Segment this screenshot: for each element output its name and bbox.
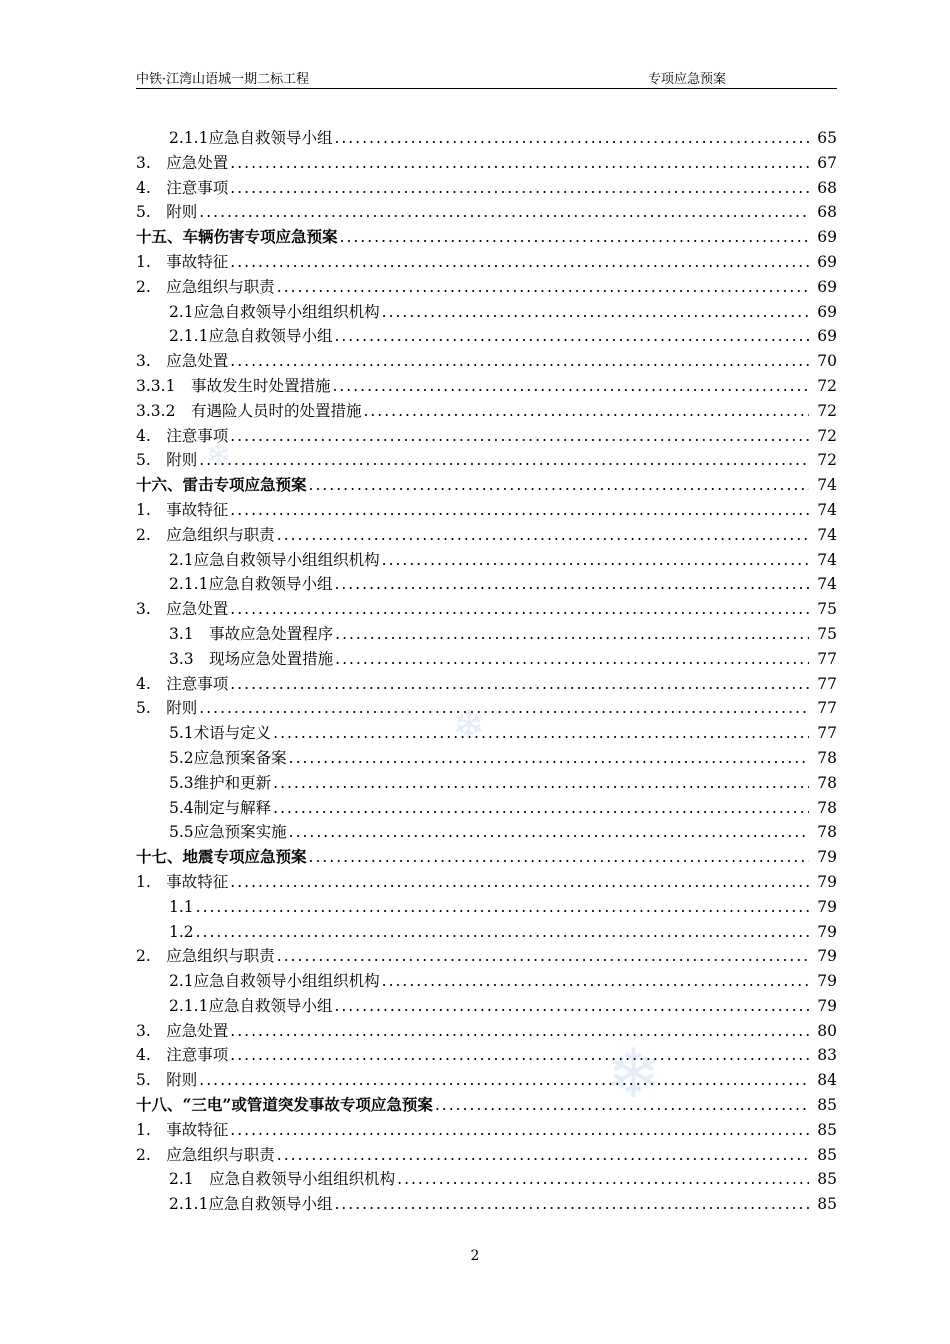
toc-entry[interactable] bbox=[136, 696, 837, 721]
toc-entry-page: 70 bbox=[817, 352, 837, 371]
toc-entry-title: 3.3.2 有遇险人员时的处置措施 bbox=[136, 401, 362, 420]
toc-entry-title: 4. 注意事项 bbox=[136, 426, 229, 445]
toc-entry-page: 72 bbox=[817, 451, 837, 470]
toc-entry-title: 1.2 bbox=[169, 922, 194, 941]
toc-dot-leader bbox=[289, 820, 809, 845]
toc-entry-title: 2. 应急组织与职责 bbox=[136, 277, 275, 296]
toc-dot-leader bbox=[334, 572, 809, 597]
toc-entry-page: 79 bbox=[817, 872, 837, 891]
toc-entry[interactable] bbox=[136, 473, 837, 498]
toc-entry[interactable] bbox=[136, 1043, 837, 1068]
toc-entry-title: 2.1应急自救领导小组组织机构 bbox=[169, 972, 380, 991]
toc-entry[interactable] bbox=[136, 746, 837, 771]
toc-entry[interactable] bbox=[136, 176, 837, 201]
toc-dot-leader bbox=[230, 597, 809, 622]
toc-entry[interactable] bbox=[136, 300, 837, 325]
toc-entry-title: 5.4制定与解释 bbox=[169, 798, 272, 817]
toc-entry[interactable] bbox=[136, 870, 837, 895]
toc-dot-leader bbox=[230, 151, 809, 176]
toc-entry-title: 5.3维护和更新 bbox=[169, 773, 272, 792]
toc-entry-page: 69 bbox=[817, 277, 837, 296]
toc-entry-page: 79 bbox=[817, 996, 837, 1015]
toc-dot-leader bbox=[309, 845, 809, 870]
toc-dot-leader bbox=[334, 994, 809, 1019]
toc-entry-page: 77 bbox=[817, 724, 837, 743]
toc-entry-title: 3. 应急处置 bbox=[136, 600, 229, 619]
snowflake-watermark-icon: ❄ bbox=[605, 1035, 662, 1114]
toc-dot-leader bbox=[382, 300, 809, 325]
toc-entry-title: 5.5应急预案实施 bbox=[169, 823, 287, 842]
toc-entry-page: 78 bbox=[817, 798, 837, 817]
toc-entry-title: 2. 应急组织与职责 bbox=[136, 947, 275, 966]
header-project-title: 中铁·江湾山语城一期二标工程 bbox=[136, 72, 310, 87]
toc-entry-page: 74 bbox=[817, 525, 837, 544]
toc-entry-page: 74 bbox=[817, 550, 837, 569]
toc-entry-page: 67 bbox=[817, 153, 837, 172]
toc-entry[interactable] bbox=[136, 151, 837, 176]
toc-entry-title: 2.1.1应急自救领导小组 bbox=[169, 1195, 333, 1214]
toc-entry-page: 79 bbox=[817, 922, 837, 941]
toc-entry-title: 5.1术语与定义 bbox=[169, 724, 272, 743]
toc-entry-title: 2.1应急自救领导小组组织机构 bbox=[169, 302, 380, 321]
toc-entry-title: 3.1 事故应急处置程序 bbox=[169, 624, 334, 643]
toc-entry[interactable] bbox=[136, 498, 837, 523]
toc-dot-leader bbox=[230, 1118, 809, 1143]
toc-dot-leader bbox=[397, 1167, 809, 1192]
toc-entry-page: 84 bbox=[817, 1071, 837, 1090]
toc-entry[interactable] bbox=[136, 622, 837, 647]
toc-entry-title: 十六、雷击专项应急预案 bbox=[136, 475, 307, 495]
toc-entry-title: 2.1.1应急自救领导小组 bbox=[169, 996, 333, 1015]
toc-entry[interactable] bbox=[136, 1019, 837, 1044]
toc-entry[interactable] bbox=[136, 424, 837, 449]
toc-dot-leader bbox=[230, 250, 809, 275]
table-of-contents bbox=[136, 126, 837, 1217]
toc-entry-page: 68 bbox=[817, 203, 837, 222]
toc-entry-page: 72 bbox=[817, 401, 837, 420]
header-document-title: 专项应急预案 bbox=[648, 72, 727, 87]
toc-entry[interactable] bbox=[136, 647, 837, 672]
toc-entry-title: 1. 事故特征 bbox=[136, 252, 229, 271]
toc-entry[interactable] bbox=[136, 225, 837, 250]
toc-entry-title: 2.1应急自救领导小组组织机构 bbox=[169, 550, 380, 569]
toc-entry[interactable] bbox=[136, 820, 837, 845]
toc-dot-leader bbox=[309, 473, 809, 498]
toc-dot-leader bbox=[277, 275, 809, 300]
toc-entry[interactable] bbox=[136, 721, 837, 746]
toc-entry-title: 1. 事故特征 bbox=[136, 1120, 229, 1139]
toc-entry-page: 78 bbox=[817, 748, 837, 767]
toc-entry-title: 十七、地震专项应急预案 bbox=[136, 847, 307, 867]
toc-entry-page: 78 bbox=[817, 823, 837, 842]
toc-entry[interactable] bbox=[136, 374, 837, 399]
toc-entry-page: 77 bbox=[817, 649, 837, 668]
toc-entry-title: 5. 附则 bbox=[136, 451, 198, 470]
toc-entry-page: 78 bbox=[817, 773, 837, 792]
page-number: 2 bbox=[470, 1248, 480, 1264]
toc-dot-leader bbox=[340, 225, 809, 250]
toc-entry-page: 75 bbox=[817, 600, 837, 619]
toc-entry[interactable] bbox=[136, 324, 837, 349]
toc-entry-title: 1. 事故特征 bbox=[136, 872, 229, 891]
toc-entry-title: 5. 附则 bbox=[136, 699, 198, 718]
toc-entry-title: 2. 应急组织与职责 bbox=[136, 1145, 275, 1164]
toc-entry-page: 69 bbox=[817, 228, 837, 247]
toc-entry[interactable] bbox=[136, 250, 837, 275]
toc-entry[interactable] bbox=[136, 845, 837, 870]
toc-entry-page: 79 bbox=[817, 848, 837, 867]
toc-dot-leader bbox=[289, 746, 809, 771]
toc-entry-page: 85 bbox=[817, 1096, 837, 1115]
toc-entry-title: 1.1 bbox=[169, 897, 194, 916]
toc-entry-title: 4. 注意事项 bbox=[136, 1046, 229, 1065]
toc-dot-leader bbox=[230, 1019, 809, 1044]
toc-entry[interactable] bbox=[136, 126, 837, 151]
toc-entry-title: 4. 注意事项 bbox=[136, 674, 229, 693]
toc-entry-page: 69 bbox=[817, 302, 837, 321]
toc-dot-leader bbox=[230, 349, 809, 374]
toc-entry-page: 69 bbox=[817, 252, 837, 271]
toc-entry-title: 3.3.1 事故发生时处置措施 bbox=[136, 376, 331, 395]
toc-entry-title: 3. 应急处置 bbox=[136, 1021, 229, 1040]
toc-entry-title: 4. 注意事项 bbox=[136, 178, 229, 197]
toc-entry-page: 85 bbox=[817, 1145, 837, 1164]
toc-entry[interactable] bbox=[136, 920, 837, 945]
toc-dot-leader bbox=[230, 498, 809, 523]
toc-dot-leader bbox=[277, 523, 809, 548]
toc-entry-title: 3. 应急处置 bbox=[136, 352, 229, 371]
toc-entry-title: 2.1.1应急自救领导小组 bbox=[169, 327, 333, 346]
toc-entry-title: 3. 应急处置 bbox=[136, 153, 229, 172]
toc-entry-page: 79 bbox=[817, 972, 837, 991]
toc-entry[interactable] bbox=[136, 200, 837, 225]
toc-entry-page: 74 bbox=[817, 476, 837, 495]
toc-entry-page: 74 bbox=[817, 575, 837, 594]
toc-entry[interactable] bbox=[136, 523, 837, 548]
toc-entry-title: 十八、“三电”或管道突发事故专项应急预案 bbox=[136, 1095, 433, 1115]
toc-entry-title: 2.1.1应急自救领导小组 bbox=[169, 575, 333, 594]
toc-entry[interactable] bbox=[136, 771, 837, 796]
snowflake-watermark-icon: ❄ bbox=[206, 438, 232, 473]
toc-dot-leader bbox=[334, 126, 809, 151]
toc-entry-title: 5.2应急预案备案 bbox=[169, 748, 287, 767]
toc-entry[interactable] bbox=[136, 448, 837, 473]
toc-entry-page: 83 bbox=[817, 1046, 837, 1065]
toc-dot-leader bbox=[277, 944, 809, 969]
toc-dot-leader bbox=[230, 870, 809, 895]
toc-dot-leader bbox=[435, 1093, 809, 1118]
toc-entry-title: 5. 附则 bbox=[136, 203, 198, 222]
toc-entry[interactable] bbox=[136, 275, 837, 300]
toc-entry-title: 2. 应急组织与职责 bbox=[136, 525, 275, 544]
toc-dot-leader bbox=[199, 696, 809, 721]
toc-entry[interactable] bbox=[136, 895, 837, 920]
toc-entry-page: 75 bbox=[817, 624, 837, 643]
toc-entry-page: 69 bbox=[817, 327, 837, 346]
toc-dot-leader bbox=[230, 1043, 809, 1068]
toc-entry-page: 77 bbox=[817, 699, 837, 718]
toc-entry[interactable] bbox=[136, 1192, 837, 1217]
toc-entry-title: 2.1.1应急自救领导小组 bbox=[169, 129, 333, 147]
toc-dot-leader bbox=[230, 176, 809, 201]
toc-dot-leader bbox=[334, 324, 809, 349]
toc-dot-leader bbox=[335, 622, 809, 647]
toc-entry[interactable] bbox=[136, 1143, 837, 1168]
toc-entry[interactable] bbox=[136, 969, 837, 994]
toc-entry[interactable] bbox=[136, 1068, 837, 1093]
toc-entry-page: 85 bbox=[817, 1120, 837, 1139]
toc-entry-page: 72 bbox=[817, 426, 837, 445]
toc-entry[interactable] bbox=[136, 994, 837, 1019]
toc-dot-leader bbox=[363, 399, 809, 424]
toc-dot-leader bbox=[273, 721, 809, 746]
toc-entry-page: 68 bbox=[817, 178, 837, 197]
toc-entry[interactable] bbox=[136, 399, 837, 424]
toc-dot-leader bbox=[382, 969, 809, 994]
toc-entry-page: 65 bbox=[817, 129, 837, 147]
toc-dot-leader bbox=[277, 1143, 809, 1168]
toc-entry[interactable] bbox=[136, 944, 837, 969]
toc-entry-page: 79 bbox=[817, 897, 837, 916]
toc-entry[interactable] bbox=[136, 1118, 837, 1143]
toc-entry-title: 十五、车辆伤害专项应急预案 bbox=[136, 227, 338, 247]
toc-entry-title: 1. 事故特征 bbox=[136, 500, 229, 519]
toc-dot-leader bbox=[199, 200, 809, 225]
toc-dot-leader bbox=[230, 672, 809, 697]
toc-dot-leader bbox=[273, 771, 809, 796]
toc-entry-title: 3.3 现场应急处置措施 bbox=[169, 649, 334, 668]
snowflake-watermark-icon: ❄ bbox=[452, 702, 486, 748]
toc-entry-title: 2.1 应急自救领导小组组织机构 bbox=[169, 1170, 396, 1189]
toc-entry-page: 85 bbox=[817, 1170, 837, 1189]
toc-dot-leader bbox=[382, 548, 809, 573]
toc-dot-leader bbox=[230, 424, 809, 449]
toc-dot-leader bbox=[199, 448, 809, 473]
toc-dot-leader bbox=[199, 1068, 809, 1093]
toc-entry[interactable] bbox=[136, 796, 837, 821]
toc-entry[interactable] bbox=[136, 349, 837, 374]
toc-entry[interactable] bbox=[136, 548, 837, 573]
toc-entry-page: 77 bbox=[817, 674, 837, 693]
toc-dot-leader bbox=[196, 920, 809, 945]
toc-entry-page: 74 bbox=[817, 500, 837, 519]
toc-dot-leader bbox=[332, 374, 809, 399]
toc-dot-leader bbox=[335, 647, 809, 672]
toc-entry-page: 79 bbox=[817, 947, 837, 966]
toc-dot-leader bbox=[273, 796, 809, 821]
toc-entry-page: 85 bbox=[817, 1195, 837, 1214]
toc-entry-page: 72 bbox=[817, 376, 837, 395]
toc-entry[interactable] bbox=[136, 572, 837, 597]
toc-entry-page: 80 bbox=[817, 1021, 837, 1040]
toc-entry-title: 5. 附则 bbox=[136, 1071, 198, 1090]
toc-entry[interactable] bbox=[136, 672, 837, 697]
page-header bbox=[136, 66, 837, 89]
toc-entry[interactable] bbox=[136, 1093, 837, 1118]
toc-entry[interactable] bbox=[136, 1167, 837, 1192]
toc-dot-leader bbox=[196, 895, 809, 920]
toc-dot-leader bbox=[334, 1192, 809, 1217]
toc-entry[interactable] bbox=[136, 597, 837, 622]
